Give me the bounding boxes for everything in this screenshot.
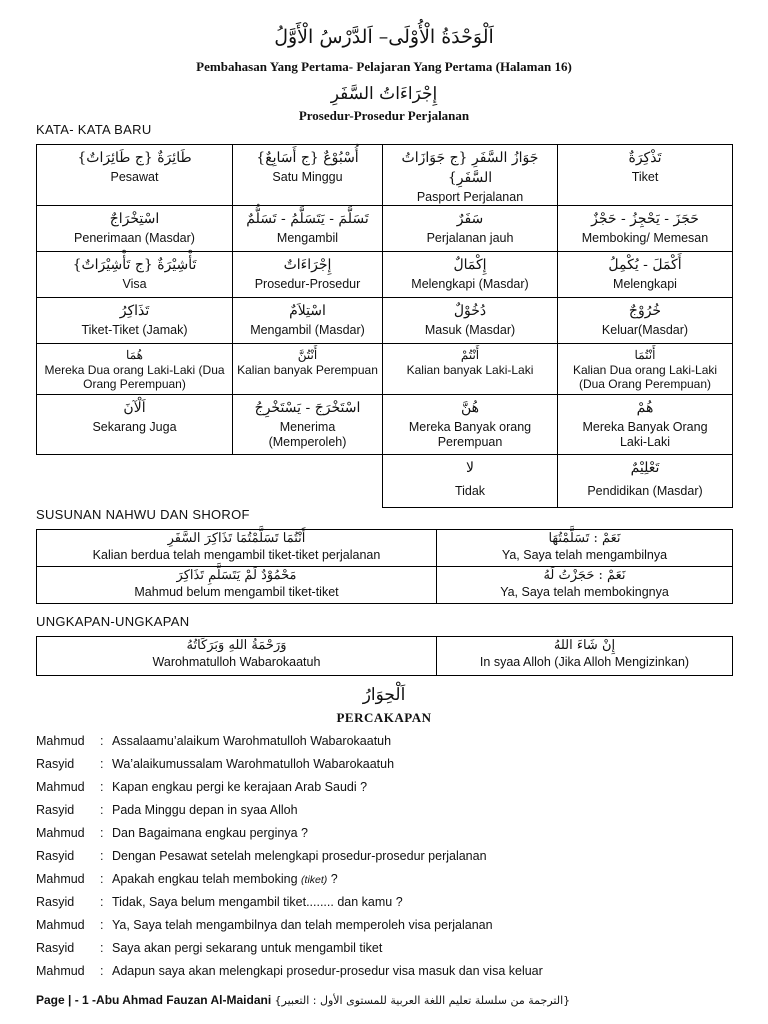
ungkapan-translation: Warohmatulloh Wabarokaatuh [152, 655, 321, 669]
dialog-separator: : [100, 895, 104, 909]
vocab-arabic: طَائِرَةٌ {ج طَائِرَاتٌ} [77, 150, 192, 166]
vocab-arabic: أَنْتُمَا [634, 348, 656, 362]
vocab-arabic: إِكْمَالٌ [453, 257, 487, 273]
vocab-cell [233, 206, 383, 252]
nahwu-cell [37, 530, 437, 567]
vocab-translation: Penerimaan (Masdar) [74, 231, 195, 245]
ungkapan-table [36, 636, 733, 676]
arabic-dialog-title: اَلْحِوَارُ [362, 685, 406, 705]
nahwu-arabic: نَعَمْ : تَسَلَّمْتُهَا [548, 531, 621, 546]
vocab-translation: Melengkapi (Masdar) [411, 277, 529, 291]
dialog-line [36, 776, 736, 799]
vocab-translation: Pasport Perjalanan [416, 190, 524, 204]
dialog-line [36, 799, 736, 822]
vocab-cell [37, 252, 233, 298]
vocab-arabic: اسْتَخْرَجَ - يَسْتَخْرِجُ [254, 400, 361, 416]
vocab-cell [558, 455, 733, 508]
vocab-arabic: خُرُوْجٌ [628, 303, 662, 319]
dialog-speaker: Mahmud [36, 734, 85, 748]
vocab-cell [233, 145, 383, 206]
vocab-arabic: تَذَاكِرُ [119, 303, 150, 319]
dialog-speaker: Mahmud [36, 964, 85, 978]
vocab-cell [383, 344, 558, 395]
dialog-speaker: Rasyid [36, 941, 75, 955]
dialog-separator: : [100, 964, 104, 978]
nahwu-table [36, 529, 733, 604]
dialog-line [36, 868, 736, 891]
nahwu-translation: Ya, Saya telah mengambilnya [501, 548, 668, 562]
vocab-arabic: تَذْكِرَةٌ [628, 150, 662, 166]
vocab-translation: Memboking/ Memesan [581, 231, 709, 245]
ungkapan-arabic: إِنْ شَاءَ اللهُ [553, 638, 616, 653]
vocab-translation: Masuk (Masdar) [424, 323, 516, 337]
dialog-text: Apakah engkau telah memboking [112, 872, 298, 886]
ungkapan-cell [37, 637, 437, 676]
dialog-speaker: Mahmud [36, 918, 85, 932]
dialog-text: Wa’alaikumussalam Warohmatulloh Wabarokaatuh [112, 757, 395, 771]
vocab-translation: Tiket-Tiket (Jamak) [81, 323, 188, 337]
footer-author: Abu Ahmad Fauzan Al-Maidani [96, 993, 272, 1007]
vocab-arabic: هُمَا [126, 348, 143, 362]
vocab-translation: Pesawat [110, 170, 159, 184]
dialog-separator: : [100, 872, 104, 886]
vocab-cell [37, 395, 233, 455]
vocab-row [37, 455, 733, 508]
vocab-arabic: إِجْرَاءَاتٌ [283, 257, 332, 273]
vocab-cell [233, 344, 383, 395]
vocab-row [37, 206, 733, 252]
vocab-cell [37, 344, 233, 395]
dialog-lines [36, 730, 736, 983]
vocab-arabic: أَنْتُمْ [460, 348, 480, 362]
footer-page-label: Page | - 1 - [36, 993, 97, 1007]
vocab-translation: Mereka Banyak orang Perempuan [408, 420, 532, 449]
dialog-separator: : [100, 734, 104, 748]
nahwu-translation: Ya, Saya telah membokingnya [500, 585, 669, 599]
arabic-topic-title: إِجْرَاءَاتُ السَّفَرِ [330, 84, 438, 104]
dialog-separator: : [100, 757, 104, 771]
unit-subtitle: Pembahasan Yang Pertama- Pelajaran Yang Pertama (Halaman 16) [196, 59, 572, 74]
vocab-translation: Tiket [631, 170, 659, 184]
dialog-speaker: Mahmud [36, 826, 85, 840]
dialog-line [36, 753, 736, 776]
nahwu-arabic: نَعَمْ : حَجَزْتُ لَهُ [543, 568, 626, 583]
vocab-translation: Satu Minggu [272, 170, 343, 184]
ungkapan-heading: UNGKAPAN-UNGKAPAN [36, 614, 190, 629]
vocab-arabic: اَلْآنَ [123, 400, 146, 416]
vocab-translation: Kalian banyak Perempuan [237, 363, 378, 377]
dialog-separator: : [100, 941, 104, 955]
vocab-cell [383, 395, 558, 455]
vocab-arabic: سَفَرٌ [456, 211, 484, 227]
vocab-translation: Perjalanan jauh [426, 231, 514, 245]
dialog-line [36, 891, 736, 914]
vocab-cell [383, 145, 558, 206]
vocab-translation: Mereka Dua orang Laki-Laki (Dua Orang Perempuan) [44, 363, 225, 391]
dialog-speaker: Rasyid [36, 757, 75, 771]
nahwu-cell [437, 530, 733, 567]
vocab-cell [558, 252, 733, 298]
vocab-row [37, 252, 733, 298]
vocab-translation: Pendidikan (Masdar) [587, 484, 703, 498]
page-footer [36, 993, 570, 1007]
vocab-cell [558, 145, 733, 206]
nahwu-heading: SUSUNAN NAHWU DAN SHOROF [36, 507, 250, 522]
vocab-translation: Keluar(Masdar) [601, 323, 689, 337]
dialog-speaker: Mahmud [36, 872, 85, 886]
dialog-text: Pada Minggu depan in syaa Alloh [112, 803, 298, 817]
vocab-translation: Kalian Dua orang Laki-Laki (Dua Orang Perempuan) [572, 363, 718, 391]
nahwu-row [37, 530, 733, 567]
nahwu-cell [37, 567, 437, 604]
dialog-line [36, 960, 736, 983]
footer-arabic-series: {الترجمة من سلسلة تعليم اللغة العربية للمستوى الأول : التعبير} [274, 994, 571, 1007]
vocab-translation: Sekarang Juga [92, 420, 177, 434]
vocab-cell [383, 252, 558, 298]
dialog-separator: : [100, 849, 104, 863]
nahwu-translation: Mahmud belum mengambil tiket-tiket [134, 585, 339, 599]
dialog-line [36, 730, 736, 753]
vocab-arabic: تَعْلِيْمٌ [630, 460, 660, 476]
dialog-title: PERCAKAPAN [336, 710, 432, 725]
vocab-cell [37, 206, 233, 252]
dialog-separator: : [100, 803, 104, 817]
vocab-arabic: تَسَلَّمَ - يَتَسَلَّمُ - تَسَلُّمٌ [246, 211, 369, 227]
vocab-arabic: هُنَّ [460, 400, 480, 416]
vocab-row [37, 298, 733, 344]
vocab-cell [383, 206, 558, 252]
dialog-line [36, 914, 736, 937]
dialog-text: Saya akan pergi sekarang untuk mengambil tiket [112, 941, 383, 955]
dialog-separator: : [100, 918, 104, 932]
vocab-arabic: حَجَزَ - يَحْجِزُ - حَجْزٌ [591, 211, 699, 227]
dialog-speaker: Rasyid [36, 803, 75, 817]
vocab-translation: Mengambil [276, 231, 339, 245]
vocab-translation: Menerima (Memperoleh) [268, 420, 347, 449]
vocab-cell [383, 455, 558, 508]
ungkapan-row [37, 637, 733, 676]
dialog-text: Dan Bagaimana engkau perginya ? [112, 826, 308, 840]
vocab-row [37, 145, 733, 206]
vocab-cell [558, 206, 733, 252]
vocab-arabic: لا [466, 460, 474, 476]
vocab-arabic: اسْتِخْرَاجٌ [109, 211, 160, 227]
vocab-empty-cell [233, 455, 383, 508]
vocab-cell [233, 252, 383, 298]
vocab-cell [233, 298, 383, 344]
vocab-cell [558, 344, 733, 395]
nahwu-translation: Kalian berdua telah mengambil tiket-tiket perjalanan [92, 548, 381, 562]
vocab-translation: Mereka Banyak Orang Laki-Laki [582, 420, 708, 449]
vocab-row [37, 395, 733, 455]
dialog-text: Ya, Saya telah mengambilnya dan telah memperoleh visa perjalanan [112, 918, 493, 932]
nahwu-row [37, 567, 733, 604]
dialog-text: Dengan Pesawat setelah melengkapi prosedur-prosedur perjalanan [112, 849, 487, 863]
vocab-arabic: هُمْ [636, 400, 654, 416]
ungkapan-cell [437, 637, 733, 676]
vocab-heading: KATA- KATA BARU [36, 122, 152, 137]
vocab-translation: Prosedur-Prosedur [254, 277, 361, 291]
vocab-translation: Kalian banyak Laki-Laki [406, 363, 534, 377]
vocab-arabic: أُسْبُوْعٌ {ج أَسَابِعٌ} [256, 150, 359, 166]
dialog-line [36, 822, 736, 845]
vocab-arabic: أَنْتُنَّ [297, 348, 318, 362]
vocab-cell [558, 395, 733, 455]
dialog-separator: : [100, 826, 104, 840]
vocab-translation: Melengkapi [613, 277, 677, 291]
vocab-cell [558, 298, 733, 344]
vocab-arabic: أَكْمَلَ - يُكْمِلُ [608, 257, 682, 273]
vocab-arabic: اسْتِلاَمٌ [289, 303, 326, 319]
dialog-text-end: ? [327, 872, 338, 886]
nahwu-arabic: مَحْمُوْدٌ لَمْ يَتَسَلَّمِ تَذَاكِرَ [176, 568, 297, 583]
dialog-separator: : [100, 780, 104, 794]
dialog-text: Kapan engkau pergi ke kerajaan Arab Saudi ? [112, 780, 368, 794]
dialog-note: (tiket) [301, 874, 328, 886]
vocab-arabic: دُخُوْلٌ [453, 303, 487, 319]
ungkapan-arabic: وَرَحْمَةُ اللهِ وَبَرَكَاتُهُ [186, 638, 287, 653]
vocab-arabic: تَأْشِيْرَةٌ {ج تَأْشِيْرَاتٌ} [72, 257, 197, 273]
ungkapan-translation: In syaa Alloh (Jika Alloh Mengizinkan) [479, 655, 690, 669]
dialog-text: Adapun saya akan melengkapi prosedur-prosedur visa masuk dan visa keluar [112, 964, 543, 978]
vocab-cell [233, 395, 383, 455]
dialog-speaker: Rasyid [36, 849, 75, 863]
vocab-empty-cell [37, 455, 233, 508]
vocab-arabic: جَوَازُ السَّفَرِ {ج جَوَازَاتُ السَّفَرِ} [401, 150, 539, 186]
arabic-unit-title: اَلْوَحْدَةُ الْأُوْلَى– اَلدَّرْسُ الْأَوَّلُ [274, 26, 494, 48]
vocabulary-table [36, 144, 733, 508]
dialog-text: Tidak, Saya belum mengambil tiket........ dan kamu ? [112, 895, 403, 909]
vocab-cell [383, 298, 558, 344]
vocab-translation: Tidak [454, 484, 486, 498]
dialog-speaker: Rasyid [36, 895, 75, 909]
dialog-line [36, 937, 736, 960]
dialog-line [36, 845, 736, 868]
dialog-speaker: Mahmud [36, 780, 85, 794]
nahwu-arabic: أَنْتُمَا تَسَلَّمْتُمَا تَذَاكِرَ السَّفَرِ [167, 531, 306, 546]
dialog-text: Assalaamu’alaikum Warohmatulloh Wabarokaatuh [112, 734, 392, 748]
vocab-row [37, 344, 733, 395]
vocab-translation: Visa [122, 277, 147, 291]
topic-title: Prosedur-Prosedur Perjalanan [298, 108, 470, 123]
vocab-translation: Mengambil (Masdar) [250, 323, 365, 337]
vocab-cell [37, 145, 233, 206]
nahwu-cell [437, 567, 733, 604]
vocab-cell [37, 298, 233, 344]
